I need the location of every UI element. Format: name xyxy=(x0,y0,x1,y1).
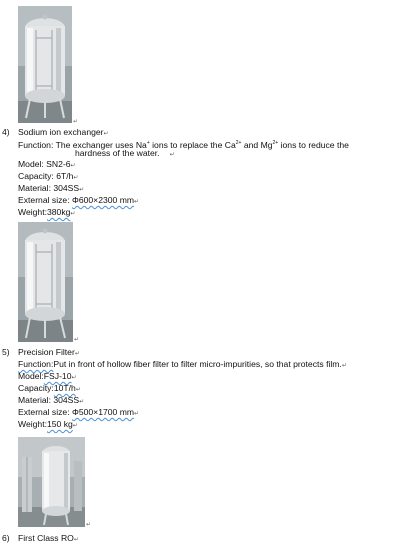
section-5-size xyxy=(18,407,139,419)
function-tail: ions to reduce the xyxy=(278,139,349,150)
section-5-model xyxy=(18,371,77,383)
paragraph-mark: ↵ xyxy=(134,199,140,205)
paragraph-mark: ↵ xyxy=(73,537,79,543)
section-4-model xyxy=(18,159,76,171)
capacity-value: 10T/h xyxy=(53,383,76,393)
size-value: Φ500×1700 mm xyxy=(71,407,135,417)
paragraph-mark: ↵ xyxy=(103,131,109,137)
section-5-title xyxy=(18,347,80,359)
function-mid2: and Mg xyxy=(241,139,273,150)
weight-value: 380kg xyxy=(46,207,71,217)
section-5-weight xyxy=(18,419,78,431)
model-value: FSJ-10 xyxy=(43,371,72,381)
function-label: Function: xyxy=(18,359,54,369)
paragraph-mark: ↵ xyxy=(134,411,140,417)
weight-value: 150 kg xyxy=(46,419,73,429)
section-4-capacity xyxy=(18,171,78,183)
material-text: Material: 304SS xyxy=(18,183,80,193)
paragraph-mark: ↵ xyxy=(79,187,85,193)
size-label: External size: xyxy=(18,407,72,417)
function-text: Put in front of hollow fiber filter to filter micro-impurities, so that protects film. xyxy=(53,359,342,369)
magnesium-charge: 2+ xyxy=(272,140,279,146)
section-4-weight xyxy=(18,207,75,219)
section-4-material xyxy=(18,183,84,195)
paragraph-mark: ↵ xyxy=(70,163,76,169)
calcium-charge: 2+ xyxy=(235,140,242,146)
section-5-title-text: Precision Filter xyxy=(18,347,75,357)
size-label: External size: xyxy=(18,195,72,205)
model-text: Model: SN2-6 xyxy=(18,159,71,169)
paragraph-mark: ↵ xyxy=(70,211,76,217)
section-4-function-line1 xyxy=(18,138,349,150)
material-text: Material: 304SS xyxy=(18,395,80,405)
weight-label: Weight: xyxy=(18,207,47,217)
paragraph-mark: ↵ xyxy=(73,175,79,181)
paragraph-mark: ↵ xyxy=(75,387,81,393)
first-class-ro-photo xyxy=(18,437,85,527)
section-5-capacity xyxy=(18,383,81,395)
sodium-charge: + xyxy=(146,140,150,146)
paragraph-mark: ↵ xyxy=(79,399,85,405)
paragraph-mark: ↵ xyxy=(341,363,347,369)
paragraph-mark: ↵ xyxy=(72,423,78,429)
section-5-function xyxy=(18,359,347,371)
section-5-number: 5) xyxy=(2,347,10,357)
section-6-title xyxy=(18,533,79,545)
size-value: Φ600×2300 mm xyxy=(71,195,135,205)
sodium-exchanger-photo xyxy=(18,6,72,123)
section-6-title-text: First Class RO xyxy=(18,533,74,543)
model-label: Model: xyxy=(18,371,44,381)
function-prefix: Function: The exchanger uses Na xyxy=(18,139,147,150)
capacity-text: Capacity: 6T/h xyxy=(18,171,74,181)
weight-label: Weight: xyxy=(18,419,47,429)
paragraph-mark: ↵ xyxy=(71,375,77,381)
paragraph-mark: ↵ xyxy=(74,351,80,357)
paragraph-mark: ↵ xyxy=(169,152,175,158)
capacity-label: Capacity: xyxy=(18,383,54,393)
section-4-number: 4) xyxy=(2,127,10,137)
precision-filter-photo xyxy=(18,222,73,342)
section-4-size xyxy=(18,195,139,207)
paragraph-mark: ↵ xyxy=(86,522,92,528)
paragraph-mark: ↵ xyxy=(74,337,80,343)
function-mid1: ions to replace the Ca xyxy=(149,139,236,150)
section-6-number: 6) xyxy=(2,533,10,543)
section-4-title-text: Sodium ion exchanger xyxy=(18,127,104,137)
function-line2-text: hardness of the water. xyxy=(75,148,160,158)
paragraph-mark: ↵ xyxy=(73,119,79,125)
section-5-material xyxy=(18,395,84,407)
section-4-function-line2 xyxy=(75,148,175,160)
